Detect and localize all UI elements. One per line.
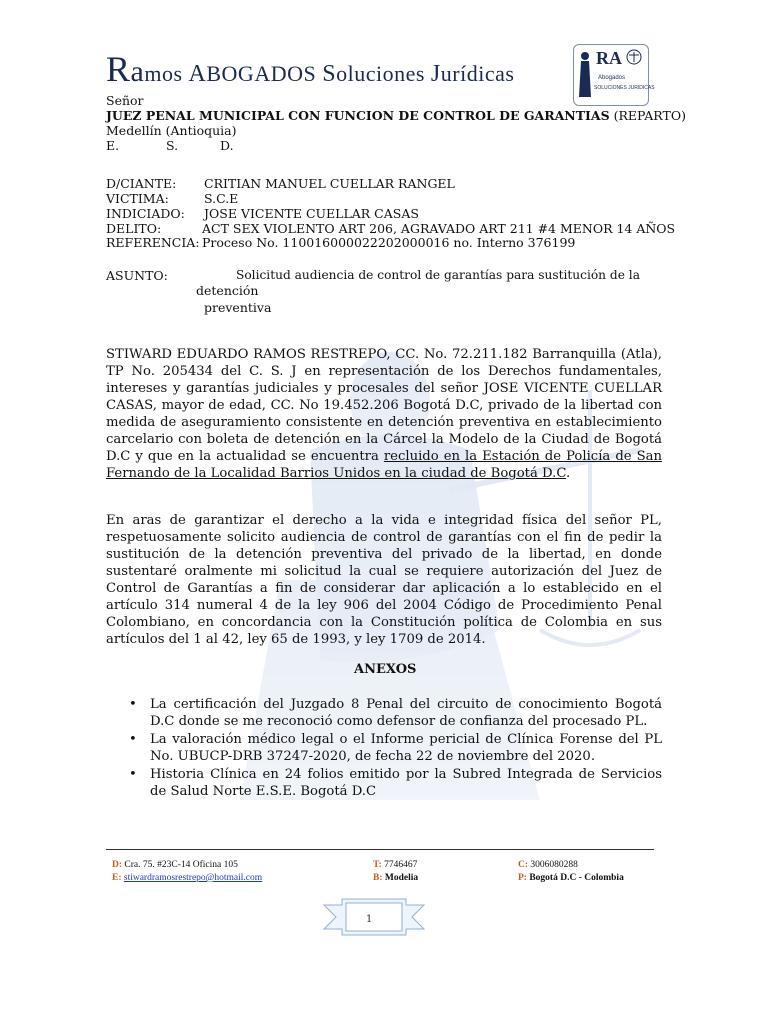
- asunto-line-2: detención: [196, 283, 259, 298]
- footer-place: [518, 873, 624, 883]
- field-value-referencia: Proceso No. 11001600002220200001​6 no. Interno 376199: [202, 235, 576, 250]
- esd-s: S.: [166, 138, 179, 153]
- page-number: 1: [366, 914, 373, 925]
- bullet: •: [129, 697, 137, 712]
- header-oluciones: oluciones: [336, 61, 431, 86]
- footer-phone: [373, 860, 417, 870]
- page-number-ribbon: [322, 897, 426, 937]
- header-letter-j: J: [430, 61, 441, 87]
- field-value-denunciante: CRITIAN MANUEL CUELLAR RANGEL: [204, 176, 455, 191]
- anexos-list: [129, 696, 662, 801]
- field-value-indiciado: JOSE VICENTE CUELLAR CASAS: [204, 206, 419, 221]
- footer-divider: [106, 849, 654, 850]
- header-letter-r: R: [106, 49, 131, 89]
- field-value-victima: S.C.E: [204, 191, 239, 206]
- field-label-delito: DELITO:: [106, 221, 162, 236]
- footer-e-key: E:: [112, 873, 122, 883]
- city: Medellín (Antioquia): [106, 123, 237, 138]
- header-mos: mos: [144, 61, 189, 86]
- header-letter-a2: A: [188, 61, 207, 87]
- logo-soluciones: SOLUCIONES JURIDICAS: [594, 85, 655, 91]
- firm-name-header: [106, 48, 514, 90]
- asunto-line-1: Solicitud audiencia de control de garantías para sustitución de la: [236, 268, 640, 282]
- logo-ra: RA: [596, 48, 622, 68]
- anexo-item-3: Historia Clínica en 24 folios emitido por la Subred Integrada de Servicios de Salud Norte E.S.E. Bogotá D.C: [150, 767, 662, 799]
- footer-d-val: Cra. 75. #23C-14 Oficina 105: [124, 860, 238, 870]
- salutation: Señor: [106, 93, 144, 108]
- esd-e: E.: [106, 138, 120, 153]
- footer-c-val: 3006080288: [530, 860, 578, 870]
- asunto-label: ASUNTO:: [106, 268, 168, 283]
- bullet: •: [129, 732, 137, 747]
- justice-figure-icon: [578, 51, 592, 99]
- footer-p-key: P:: [518, 873, 527, 883]
- esd-d: D.: [220, 138, 234, 153]
- judge-line: [106, 108, 686, 123]
- bullet: •: [129, 767, 137, 782]
- list-item: [129, 766, 662, 800]
- anexo-item-2: La valoración médico legal o el Informe pericial de Clínica Forense del PL No. UBUCP-DRB 37247-2020, de fecha 22 de noviembre del 2020.: [150, 732, 662, 764]
- footer-address: [112, 860, 238, 870]
- field-label-referencia: REFERENCIA:: [106, 235, 200, 250]
- field-label-denunciante: D/CIANTE:: [106, 176, 177, 191]
- judge-title: JUEZ PENAL MUNICIPAL CON FUNCION DE CONTROL DE GARANTIAS: [106, 108, 610, 123]
- paragraph-1-text: STIWARD EDUARDO RAMOS RESTREPO, CC. No. 72.211.182 Barranquilla (Atla), TP No. 205434 del C. S. J en representación de los Derechos fundamentales, intereses y garantías judiciales y procesales del señor JOSE VICENTE CUELLAR CASAS, mayor de edad, CC. No 19.452.206 Bogotá D.C, privado de la libertad con medida de aseguramiento consistente en detención preventiva en establecimiento carcelario con boleta de detención en la Cárcel la Modelo de la Ciudad de Bogotá D.C y que en la actualidad se encuentra: [106, 347, 662, 464]
- asunto-line-3: preventiva: [204, 300, 272, 315]
- field-label-indiciado: INDICIADO:: [106, 206, 185, 221]
- footer-p-val: Bogotá D.C - Colombia: [529, 873, 624, 883]
- scale-icon: [626, 49, 642, 65]
- footer-barrio: [373, 873, 418, 883]
- logo-abogados: Abogados: [598, 75, 626, 81]
- firm-logo: [573, 44, 655, 106]
- footer-cell: [518, 860, 578, 870]
- footer-b-key: B:: [373, 873, 383, 883]
- list-item: [129, 696, 662, 730]
- paragraph-representation: [106, 346, 662, 482]
- paragraph-1-underlined: recluido en la Estación de Policía de San Fernando de la Localidad Barrios Unidos en la ciudad de Bogotá D.C: [106, 449, 662, 481]
- field-value-delito: ACT SEX VIOLENTO ART 206, AGRAVADO ART 211 #4 MENOR 14 AÑOS: [202, 221, 676, 236]
- field-label-victima: VICTIMA:: [106, 191, 169, 206]
- footer-email: [112, 873, 262, 883]
- footer-c-key: C:: [518, 860, 529, 870]
- footer-d-key: D:: [112, 860, 123, 870]
- paragraph-request: En aras de garantizar el derecho a la vida e integridad física del señor PL, respetuosamente solicito audiencia de control de garantías con el fin de pedir la sustitución de la detención preventiva del privado de la libertad, en donde sustentaré oralmente mi solicitud la cual se requiere autorización del Juez de Control de Garantías a fin de considerar dar aplicación a lo establecido en el artículo 314 numeral 4 de la ley 906 del 2004 Código de Procedimiento Penal Colombiano, en concordancia con la Constitución política de Colombia en sus artículos del 1 al 42, ley 65 de 1993, y ley 1709 de 2014.: [106, 513, 662, 647]
- footer-b-val: Modelia: [384, 873, 419, 883]
- header-bogados: BOGADOS: [206, 61, 323, 86]
- email-link[interactable]: stiwardramosrestrepo@hotmail.com: [123, 873, 263, 883]
- list-item: [129, 731, 662, 765]
- header-letter-s: S: [322, 61, 337, 87]
- footer-t-val: 7746467: [384, 860, 418, 870]
- header-uridicas: urídicas: [440, 61, 515, 86]
- anexos-title: ANEXOS: [354, 662, 417, 677]
- footer-t-key: T:: [373, 860, 382, 870]
- header-letter-a: a: [130, 55, 145, 88]
- anexo-item-1: La certificación del Juzgado 8 Penal del circuito de conocimiento Bogotá D.C donde se me reconoció como defensor de confianza del procesado PL.: [150, 697, 662, 729]
- paragraph-1-end: .: [565, 466, 571, 481]
- reparto: (REPARTO): [613, 108, 686, 123]
